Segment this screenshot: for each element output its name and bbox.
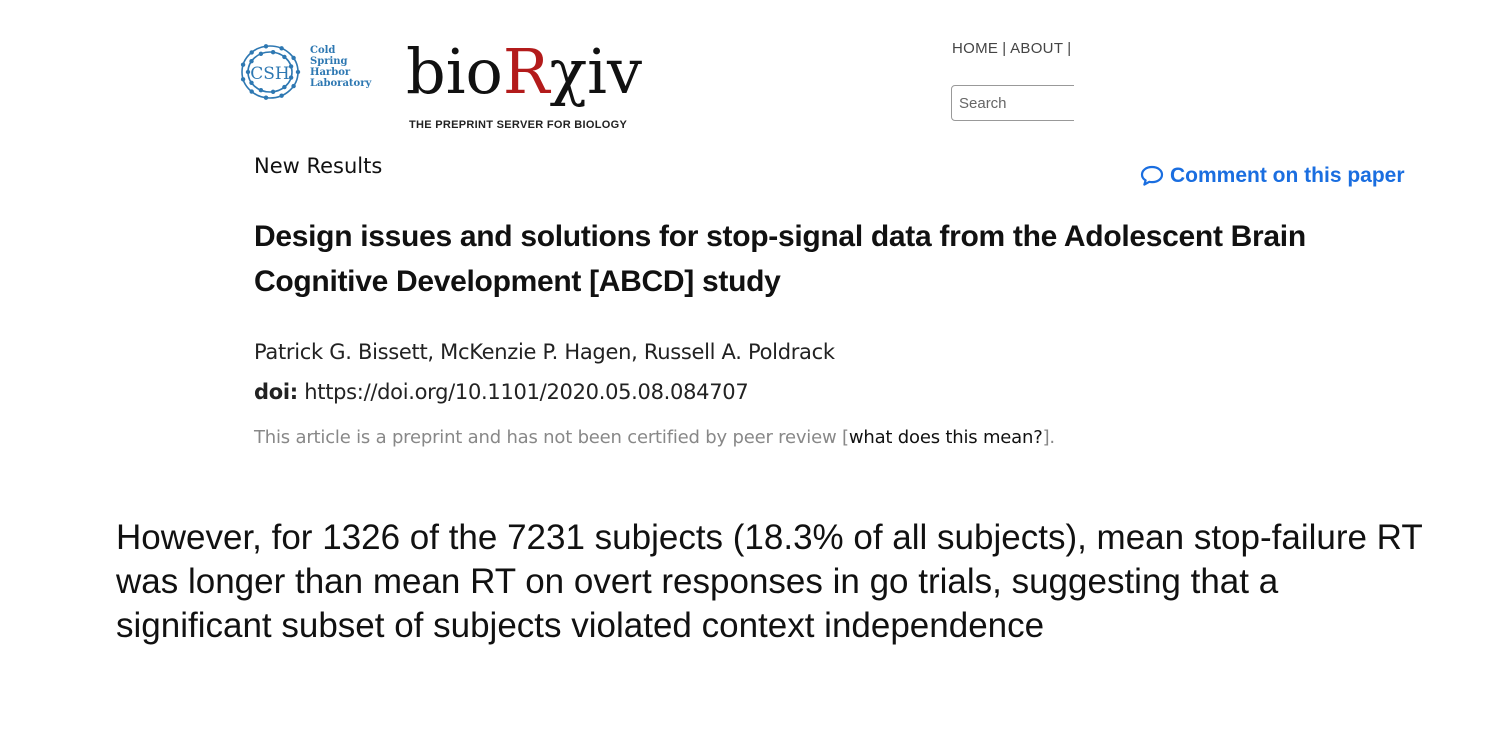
csh-ring-dot <box>282 85 286 89</box>
search-box <box>951 85 1074 121</box>
biorxiv-wordmark <box>406 36 666 108</box>
csh-ring-dot <box>259 52 263 56</box>
speech-bubble-icon <box>1140 165 1164 187</box>
preprint-notice-suffix: ]. <box>1042 427 1055 448</box>
csh-ring-dot <box>241 77 245 81</box>
search-input[interactable] <box>951 85 1074 121</box>
highlighted-quote: However, for 1326 of the 7231 subjects (18.3% of all subjects), mean stop-failure RT was longer than mean RT on overt responses in go trials, suggesting that a significant subset of subjects violated context independence <box>116 518 1423 645</box>
csh-ring-dot <box>264 96 268 100</box>
csh-dna-ring-icon <box>238 40 304 104</box>
csh-ring-dot <box>259 88 263 92</box>
csh-ring-dot <box>296 70 300 74</box>
csh-ring-dot <box>241 63 245 67</box>
doi-link[interactable]: https://doi.org/10.1101/2020.05.08.084707 <box>304 380 749 404</box>
csh-logo[interactable] <box>238 38 378 104</box>
csh-ring-dot <box>291 56 295 60</box>
biorxiv-logo[interactable] <box>406 36 666 136</box>
what-does-this-mean-link[interactable]: what does this mean? <box>848 427 1043 448</box>
nav-about-link[interactable]: ABOUT <box>1010 40 1064 57</box>
section-label: New Results <box>254 154 383 178</box>
biorxiv-tagline: THE PREPRINT SERVER FOR BIOLOGY <box>409 119 628 131</box>
csh-ring-dot <box>271 90 275 94</box>
csh-ring-dot <box>250 50 254 54</box>
comment-link-label: Comment on this paper <box>1170 164 1405 187</box>
csh-ring-dot <box>250 89 254 93</box>
csh-ring-dot <box>249 59 253 63</box>
csh-ring-dot <box>279 46 283 50</box>
article-title: Design issues and solutions for stop-signal data from the Adolescent Brain Cognitive Development [ABCD] study <box>254 220 1306 298</box>
csh-monogram: CSH <box>250 64 290 84</box>
biorxiv-part-xiv: χiv <box>549 35 642 108</box>
csh-name <box>310 44 371 91</box>
preprint-notice <box>254 427 1055 448</box>
csh-ring-dot <box>279 94 283 98</box>
csh-line-4: Laboratory <box>310 78 372 89</box>
csh-line-3: Harbor <box>310 67 351 78</box>
nav-home-link[interactable]: HOME <box>952 40 999 57</box>
nav-separator: | <box>1067 40 1072 57</box>
csh-ring-dot <box>291 84 295 88</box>
comment-on-paper-link[interactable] <box>1140 164 1405 188</box>
csh-line-1: Cold <box>310 45 336 56</box>
csh-ring-dot <box>271 50 275 54</box>
csh-ring-dot <box>282 55 286 59</box>
author-list: Patrick G. Bissett, McKenzie P. Hagen, Russell A. Poldrack <box>254 340 835 364</box>
top-nav <box>952 40 1075 57</box>
doi-label: doi: <box>254 380 298 404</box>
preprint-notice-text: This article is a preprint and has not been certified by peer review [ <box>254 427 849 448</box>
csh-line-2: Spring <box>310 56 348 67</box>
biorxiv-part-r: R <box>502 35 550 108</box>
biorxiv-part-bio: bio <box>406 35 503 108</box>
doi-line <box>254 380 748 404</box>
csh-ring-dot <box>264 44 268 48</box>
nav-separator: | <box>1002 40 1007 57</box>
